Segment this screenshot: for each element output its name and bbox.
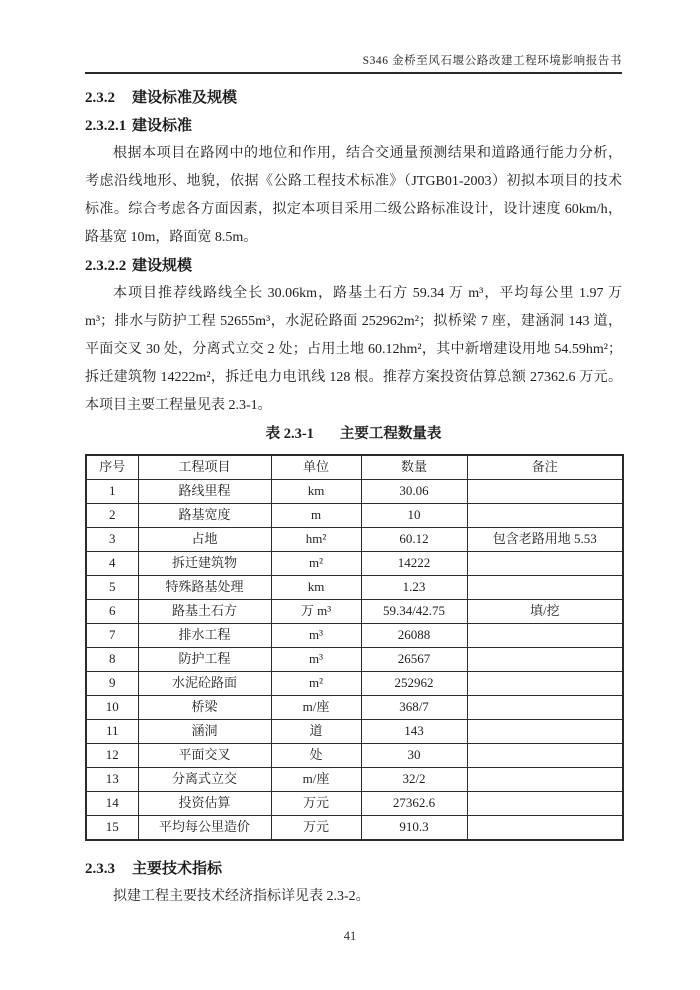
cell-index: 14 [86, 792, 138, 816]
cell-note: 填/挖 [467, 600, 623, 624]
page-number: 41 [343, 929, 357, 943]
section-title: 主要技术指标 [132, 861, 223, 877]
table-row [86, 552, 623, 576]
cell-item: 防护工程 [138, 648, 271, 672]
cell-unit: 道 [271, 720, 361, 744]
cell-index: 6 [86, 600, 138, 624]
cell-index: 11 [86, 720, 138, 744]
cell-note [467, 744, 623, 768]
cell-quantity: 59.34/42.75 [361, 600, 467, 624]
cell-unit: m³ [271, 648, 361, 672]
table-row [86, 792, 623, 816]
cell-note [467, 552, 623, 576]
cell-item: 拆迁建筑物 [138, 552, 271, 576]
cell-note [467, 576, 623, 600]
table-header-cell: 数量 [361, 455, 467, 480]
section-number: 2.3.3 [85, 861, 115, 877]
cell-unit: m² [271, 672, 361, 696]
cell-note [467, 480, 623, 504]
cell-item: 平面交叉 [138, 744, 271, 768]
cell-index: 4 [86, 552, 138, 576]
table-row [86, 576, 623, 600]
section-number: 2.3.2.2 [85, 258, 127, 274]
cell-index: 9 [86, 672, 138, 696]
cell-note [467, 720, 623, 744]
cell-item: 水泥砼路面 [138, 672, 271, 696]
paragraph-construction-standard [85, 140, 622, 252]
table-row [86, 744, 623, 768]
cell-unit: 处 [271, 744, 361, 768]
cell-unit: 万元 [271, 792, 361, 816]
table-caption-label: 表 2.3-1 [265, 426, 314, 442]
table-row [86, 648, 623, 672]
cell-quantity: 910.3 [361, 816, 467, 841]
section-number: 2.3.2 [85, 90, 115, 106]
cell-index: 8 [86, 648, 138, 672]
cell-index: 5 [86, 576, 138, 600]
paragraph-line: 标准。综合考虑各方面因素，拟定本项目采用二级公路标准设计，设计速度 60km/h， [85, 202, 622, 217]
cell-index: 7 [86, 624, 138, 648]
table-header-cell: 单位 [271, 455, 361, 480]
cell-unit: hm² [271, 528, 361, 552]
cell-item: 占地 [138, 528, 271, 552]
section-heading-2-3-2-1 [85, 112, 622, 140]
cell-quantity: 14222 [361, 552, 467, 576]
cell-unit: m³ [271, 624, 361, 648]
cell-unit: km [271, 576, 361, 600]
cell-item: 桥梁 [138, 696, 271, 720]
cell-quantity: 60.12 [361, 528, 467, 552]
cell-index: 1 [86, 480, 138, 504]
paragraph-line: 拆迁建筑物 14222m²，拆迁电力电讯线 128 根。推荐方案投资估算总额 27362.6 万元。 [85, 370, 622, 385]
paragraph-technical-indicators: 拟建工程主要技术经济指标详见表 2.3-2。 [113, 889, 370, 904]
page-header [85, 52, 622, 74]
cell-quantity: 10 [361, 504, 467, 528]
table-row [86, 816, 623, 841]
section-title: 建设规模 [132, 258, 193, 274]
cell-unit: 万 m³ [271, 600, 361, 624]
cell-item: 投资估算 [138, 792, 271, 816]
table-row [86, 480, 623, 504]
cell-unit: 万元 [271, 816, 361, 841]
cell-quantity: 252962 [361, 672, 467, 696]
section-number: 2.3.2.1 [85, 118, 127, 134]
cell-index: 3 [86, 528, 138, 552]
section-heading-2-3-3 [85, 855, 622, 883]
paragraph-line: m³；排水与防护工程 52655m³，水泥砼路面 252962m²；拟桥梁 7 座，建涵洞 143 道， [85, 314, 622, 329]
table-header-cell: 工程项目 [138, 455, 271, 480]
section-heading-2-3-2-2 [85, 252, 622, 280]
table-caption-title: 主要工程数量表 [339, 426, 442, 442]
table-caption [85, 420, 622, 448]
cell-index: 10 [86, 696, 138, 720]
engineering-quantity-table [85, 454, 624, 841]
paragraph-line: 路基宽 10m，路面宽 8.5m。 [85, 230, 258, 245]
cell-item: 路基土石方 [138, 600, 271, 624]
cell-unit: m² [271, 552, 361, 576]
cell-quantity: 1.23 [361, 576, 467, 600]
cell-index: 12 [86, 744, 138, 768]
cell-quantity: 32/2 [361, 768, 467, 792]
cell-index: 13 [86, 768, 138, 792]
table-header-cell: 序号 [86, 455, 138, 480]
page-content [85, 84, 622, 911]
cell-quantity: 26088 [361, 624, 467, 648]
cell-item: 路线里程 [138, 480, 271, 504]
cell-note: 包含老路用地 5.53 [467, 528, 623, 552]
cell-quantity: 26567 [361, 648, 467, 672]
cell-quantity: 30.06 [361, 480, 467, 504]
table-header-cell: 备注 [467, 455, 623, 480]
paragraph-construction-scale [85, 280, 622, 420]
section-title: 建设标准及规模 [132, 90, 238, 106]
cell-note [467, 504, 623, 528]
cell-index: 15 [86, 816, 138, 841]
cell-quantity: 27362.6 [361, 792, 467, 816]
paragraph-line: 平面交叉 30 处，分离式立交 2 处；占用土地 60.12hm²，其中新增建设用地 54.59hm²； [85, 342, 622, 357]
paragraph-line: 根据本项目在路网中的地位和作用，结合交通量预测结果和道路通行能力分析， [113, 146, 622, 161]
cell-item: 排水工程 [138, 624, 271, 648]
page-header-title: S346 金桥至风石堰公路改建工程环境影响报告书 [362, 55, 622, 67]
cell-unit: m [271, 504, 361, 528]
cell-note [467, 672, 623, 696]
section-title: 建设标准 [132, 118, 193, 134]
cell-index: 2 [86, 504, 138, 528]
section-heading-2-3-2 [85, 84, 622, 112]
table-row [86, 624, 623, 648]
cell-item: 路基宽度 [138, 504, 271, 528]
table-row [86, 504, 623, 528]
cell-note [467, 816, 623, 841]
cell-unit: m/座 [271, 768, 361, 792]
cell-note [467, 624, 623, 648]
cell-unit: m/座 [271, 696, 361, 720]
table-header-row [86, 455, 623, 480]
cell-item: 平均每公里造价 [138, 816, 271, 841]
paragraph-line: 本项目主要工程量见表 2.3-1。 [85, 398, 272, 413]
table-row [86, 696, 623, 720]
cell-item: 特殊路基处理 [138, 576, 271, 600]
paragraph-line: 本项目推荐线路线全长 30.06km，路基土石方 59.34 万 m³，平均每公里 1.97 万 [113, 286, 622, 301]
cell-note [467, 696, 623, 720]
table-row [86, 720, 623, 744]
cell-note [467, 792, 623, 816]
cell-quantity: 368/7 [361, 696, 467, 720]
cell-item: 分离式立交 [138, 768, 271, 792]
table-row [86, 768, 623, 792]
cell-item: 涵洞 [138, 720, 271, 744]
paragraph-line: 考虑沿线地形、地貌，依据《公路工程技术标准》（JTGB01-2003）初拟本项目的技术 [85, 174, 622, 189]
cell-note [467, 768, 623, 792]
table-row [86, 600, 623, 624]
cell-quantity: 30 [361, 744, 467, 768]
table-row [86, 672, 623, 696]
cell-unit: km [271, 480, 361, 504]
cell-note [467, 648, 623, 672]
table-row [86, 528, 623, 552]
cell-quantity: 143 [361, 720, 467, 744]
